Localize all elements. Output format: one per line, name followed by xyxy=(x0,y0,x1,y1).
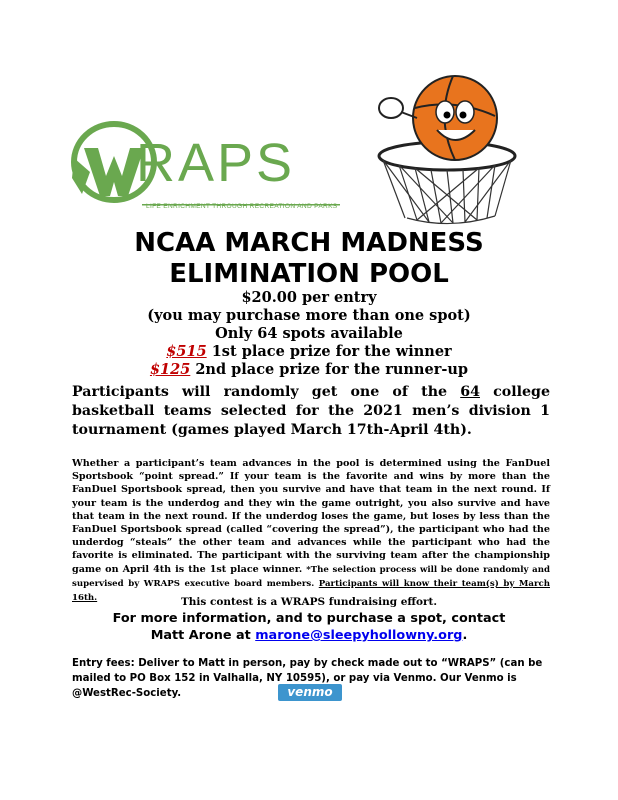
second-prize-text: 2nd place prize for the runner-up xyxy=(190,361,469,378)
first-prize-text: 1st place prize for the winner xyxy=(206,343,452,360)
entry-price: $20.00 per entry xyxy=(241,289,377,306)
spots-available: Only 64 spots available xyxy=(215,325,403,342)
contact-line: For more information, and to purchase a spot, contact xyxy=(112,611,506,626)
contact-name-line xyxy=(0,627,618,644)
second-prize xyxy=(0,361,618,379)
rules-main: Whether a participant’s team advances in the pool is determined using the FanDuel Sportsbook “point spread.” If your team is the favorite and wins by more than the FanDuel Sportsbook spread, then you survive and have that team in the next round. If your team is the underdog and they win the game outright, you also survive and have that team in the next round. If the underdog loses the game, but loses by less than the FanDuel Sportsbook spread (called “covering the spread”), the participant who had the underdog “steals” the other team and advances while the participant who had the favorite is eliminated. The participant with the surviving team after the championship game on April 4th is the 1st place winner. xyxy=(72,458,550,575)
para1-after: college basketball teams selected for the 2021 men’s division 1 tournament (games played March 17th-April 4th). xyxy=(72,384,550,438)
contact-name: Matt Arone at xyxy=(150,628,256,643)
basketball-mascot-icon xyxy=(355,68,525,228)
venmo-logo: venmo xyxy=(278,684,342,701)
second-prize-amount: $125 xyxy=(149,361,191,378)
participants-paragraph xyxy=(72,383,550,440)
para1-team-count: 64 xyxy=(460,384,480,400)
multiple-spots-note: (you may purchase more than one spot) xyxy=(147,307,471,324)
contact-email-link[interactable]: marone@sleepyhollowny.org xyxy=(255,628,463,643)
contact-period: . xyxy=(462,628,468,643)
first-prize xyxy=(0,343,618,361)
rules-team-notice: Participants will know their team(s) by March 16th. xyxy=(72,578,550,604)
fundraising-note: This contest is a WRAPS fundraising effort. xyxy=(180,596,438,608)
rules-selection-note: *The selection process will be done randomly and supervised by WRAPS executive board members. xyxy=(72,564,550,589)
first-prize-amount: $515 xyxy=(166,343,207,360)
rules-paragraph xyxy=(72,457,550,605)
page-title-line1: NCAA MARCH MADNESS xyxy=(134,228,484,258)
logo-tagline: LIFE ENRICHMENT THROUGH RECREATION AND PARKS xyxy=(146,203,338,210)
page-title-line2: ELIMINATION POOL xyxy=(169,259,449,289)
entry-fees-paragraph: Entry fees: Deliver to Matt in person, pay by check made out to “WRAPS” (can be mailed to PO Box 152 in Valhalla, NY 10595), or pay via Venmo. Our Venmo is @WestRec-Society. xyxy=(72,658,543,699)
para1-before: Participants will randomly get one of the xyxy=(72,384,461,400)
logo-wordmark: RAPS xyxy=(136,133,296,193)
